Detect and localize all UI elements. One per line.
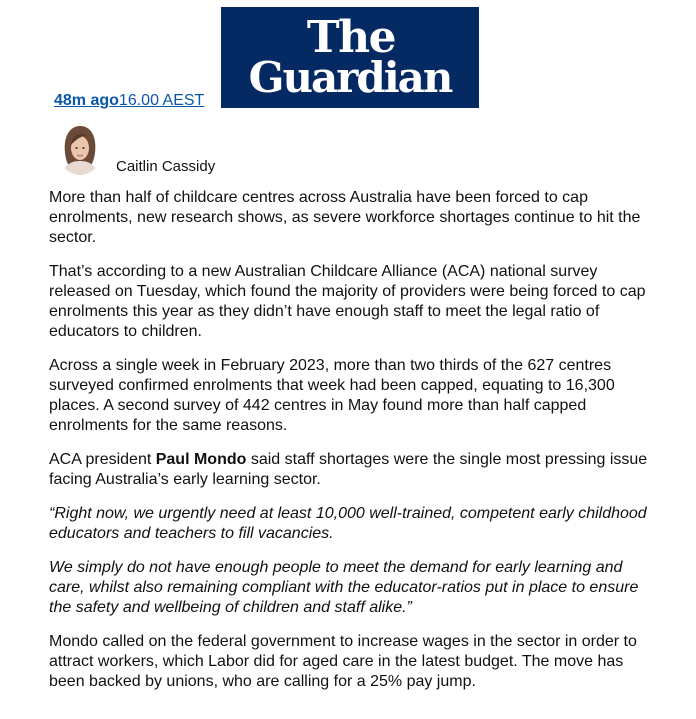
paragraph-closing: Mondo called on the federal government to increase wages in the sector in order to attract workers, which Labor did for aged care in the latest budget. The move has been backed by unions, who are calling for a 25% pay jump. <box>49 633 637 690</box>
quote-2: We simply do not have enough people to meet the demand for early learning and care, whilst also remaining compliant with the educator-ratios put in place to ensure the safety and wellbeing of children and staff alike.” <box>49 559 639 616</box>
paragraph-2: That’s according to a new Australian Childcare Alliance (ACA) national survey released on Tuesday, which found the majority of providers were being forced to cap enrolments this year as they didn’t have enough staff to meet the legal ratio of educators to children. <box>49 263 646 340</box>
author-name: Caitlin Cassidy <box>116 158 216 175</box>
quote-1: “Right now, we urgently need at least 10,000 well-trained, competent early childhood educators and teachers to fill vacancies. <box>49 505 647 542</box>
author-avatar <box>57 123 103 175</box>
author-photo-icon <box>57 123 103 175</box>
post-timestamp-link[interactable] <box>54 92 204 110</box>
article-body <box>49 188 654 706</box>
person-name-bold: Paul Mondo <box>155 451 247 468</box>
time-ago: 48m ago <box>54 92 119 109</box>
paragraph-3: Across a single week in February 2023, more than two thirds of the 627 centres surveyed confirmed enrolments that week had been capped, equating to 16,300 places. A second survey of 442 centres in May found more than half capped enrolments for the same reasons. <box>49 357 615 434</box>
time-exact: 16.00 AEST <box>118 92 205 109</box>
logo-line-the: The <box>306 11 396 63</box>
paragraph-1: More than half of childcare centres across Australia have been forced to cap enrolments, new research shows, as severe workforce shortages continue to hit the sector. <box>49 189 641 246</box>
p4-after: said staff shortages were the single most pressing issue facing Australia’s early learning sector. <box>49 451 648 488</box>
guardian-logo[interactable] <box>221 7 479 108</box>
logo-line-guardian: Guardian <box>248 52 452 102</box>
paragraph-4 <box>49 450 654 490</box>
p4-before: ACA president <box>49 451 156 468</box>
